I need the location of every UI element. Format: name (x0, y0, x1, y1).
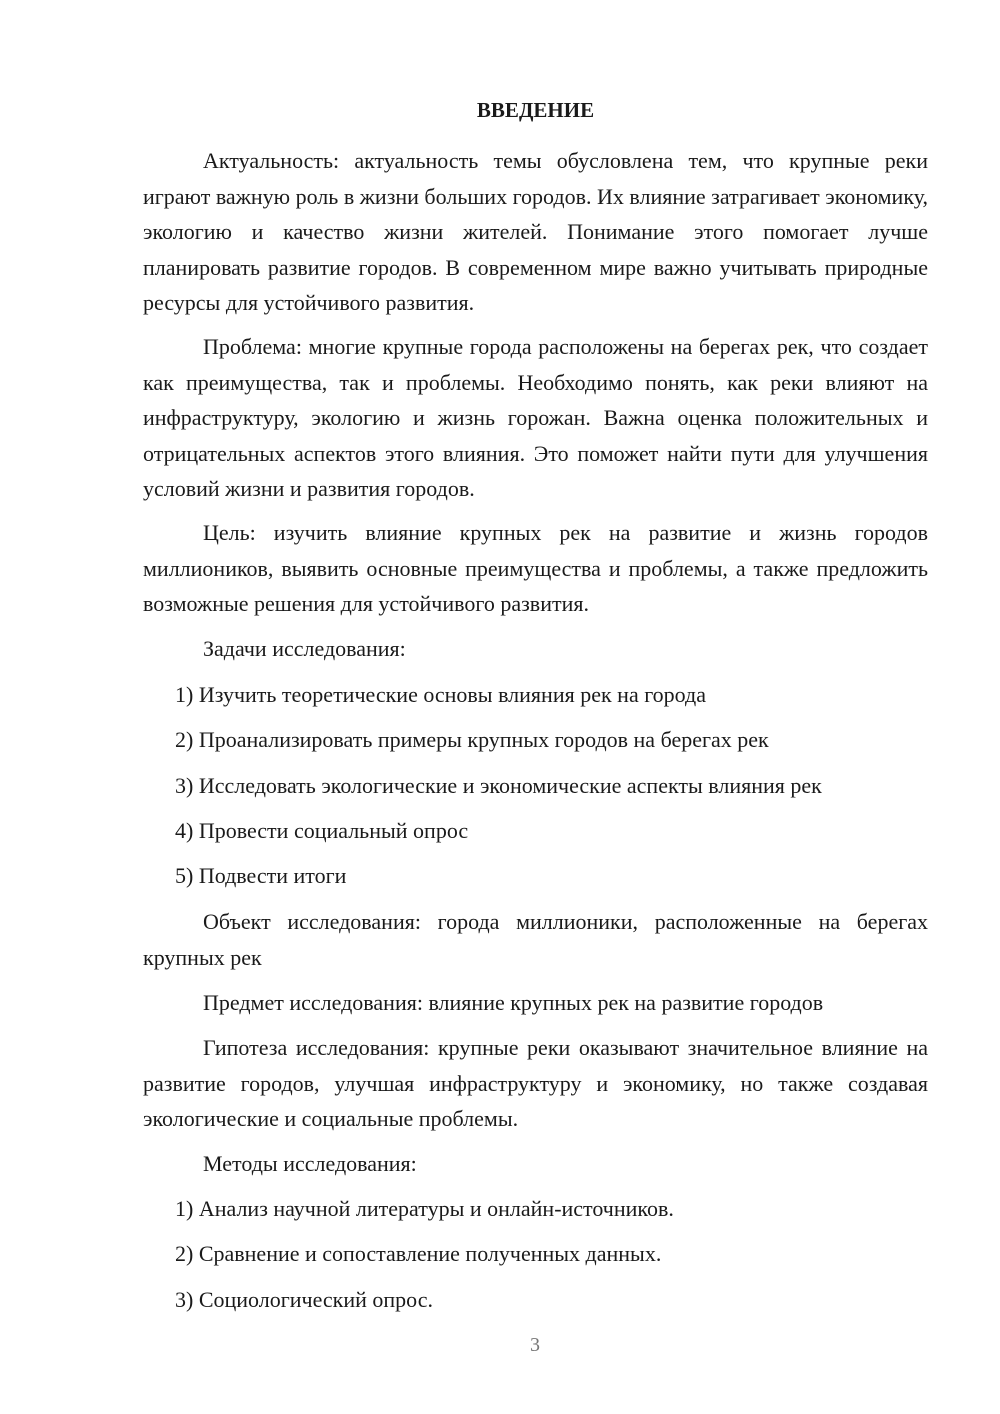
task-item: 5) Подвести итоги (175, 863, 347, 888)
hypothesis-paragraph: Гипотеза исследования: крупные реки оказывают значительное влияние на развитие городов, улучшая инфраструктуру и экономику, но также создавая экологические и социальные проблемы. (143, 1035, 928, 1131)
task-item: 1) Изучить теоретические основы влияния рек на города (175, 682, 707, 707)
goal-paragraph: Цель: изучить влияние крупных рек на развитие и жизнь городов миллиоников, выявить основные преимущества и проблемы, а также предложить возможные решения для устойчивого развития. (143, 520, 928, 616)
problem-paragraph: Проблема: многие крупные города расположены на берегах рек, что создает как преимущества, так и проблемы. Необходимо понять, как реки влияют на инфраструктуру, экологию и жизнь горожан. Важна оценка положительных и отрицательных аспектов этого влияния. Это поможет найти пути для улучшения условий жизни и развития городов. (143, 334, 928, 501)
tasks-heading: Задачи исследования: (203, 636, 406, 661)
subject-paragraph: Предмет исследования: влияние крупных рек на развитие городов (203, 990, 824, 1015)
relevance-paragraph: Актуальность: актуальность темы обусловлена тем, что крупные реки играют важную роль в жизни больших городов. Их влияние затрагивает экономику, экологию и качество жизни жителей. Понимание этого помогает лучше планировать развитие городов. В современном мире важно учитывать природные ресурсы для устойчивого развития. (143, 148, 928, 315)
method-item: 2) Сравнение и сопоставление полученных данных. (175, 1241, 662, 1266)
task-item: 3) Исследовать экологические и экономические аспекты влияния рек (175, 773, 822, 798)
task-item: 4) Провести социальный опрос (175, 818, 469, 843)
page-number: 3 (530, 1334, 540, 1356)
methods-heading: Методы исследования: (203, 1151, 417, 1176)
method-item: 3) Социологический опрос. (175, 1287, 433, 1312)
object-paragraph: Объект исследования: города миллионики, расположенные на берегах крупных рек (143, 909, 928, 970)
page-title: ВВЕДЕНИЕ (476, 98, 595, 122)
task-item: 2) Проанализировать примеры крупных городов на берегах рек (175, 727, 769, 752)
method-item: 1) Анализ научной литературы и онлайн-источников. (175, 1196, 674, 1221)
